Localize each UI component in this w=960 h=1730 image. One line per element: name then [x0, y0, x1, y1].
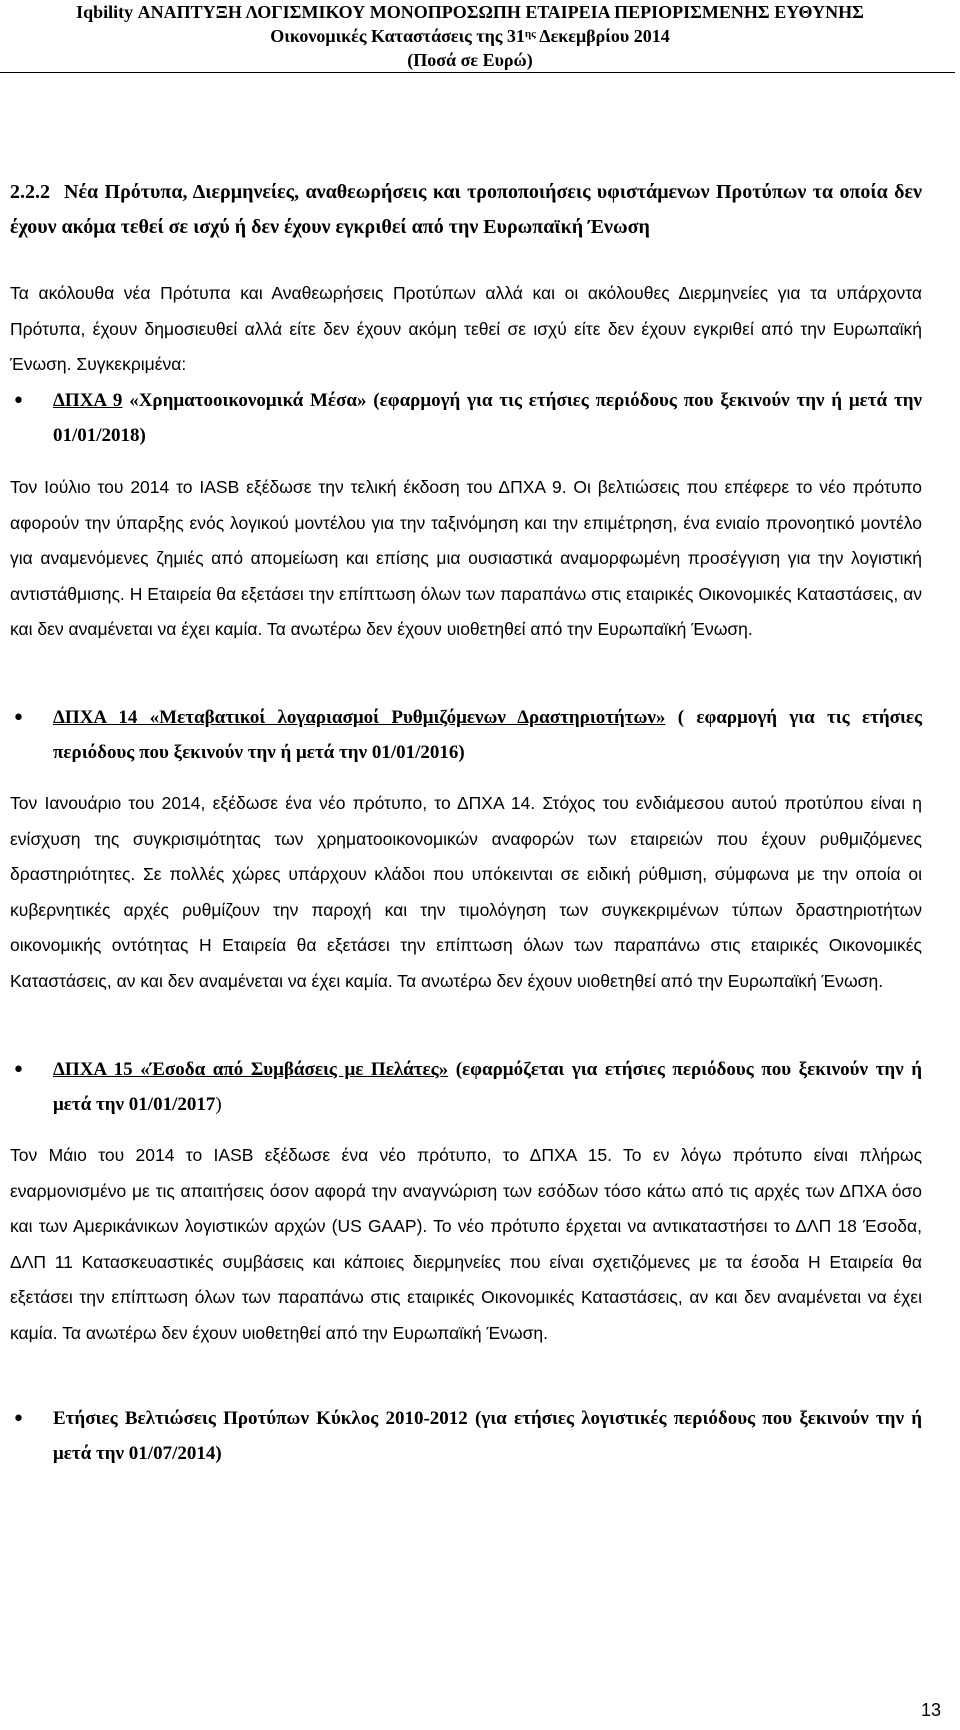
item-heading-rest: «Χρηματοοικονομικά Μέσα» (εφαρμογή για τις ετήσιες περιόδους που ξεκινούν την ή μετά την 01/01/2018) — [53, 390, 922, 446]
statements-date-sup: ης — [524, 28, 536, 40]
statements-date-pre: Οικονομικές Καταστάσεις της 31 — [270, 26, 525, 46]
header-divider — [0, 72, 955, 73]
bullet-icon: • — [12, 1058, 25, 1083]
statements-date — [0, 24, 940, 48]
item-heading-underlined: ΔΠΧΑ 14 «Μεταβατικοί λογαριασμοί Ρυθμιζόμενων Δραστηριοτήτων» — [53, 707, 666, 728]
item-heading-rest: ( εφαρμογή για τις ετήσιες περιόδους που ξεκινούν την ή μετά την 01/01/2016) — [53, 707, 922, 763]
item-heading-rest: (εφαρμόζεται για ετήσιες περιόδους που ξεκινούν την ή μετά την 01/01/2017 — [53, 1059, 922, 1115]
bullet-icon: • — [12, 1407, 25, 1432]
document-header — [0, 0, 940, 72]
section-number: 2.2.2 — [10, 181, 50, 203]
statements-date-post: Δεκεμβρίου 2014 — [535, 26, 670, 46]
item-body: Τον Μάιο του 2014 το IASB εξέδωσε ένα νέο πρότυπο, το ΔΠΧΑ 15. Το εν λόγω πρότυπο είναι πλήρως εναρμονισμένο με τις απαιτήσεις όσον αφορά την αναγνώριση των εσόδων τόσο κάτω από τις αρχές των ΔΠΧΑ όσο και των Αμερικάνικων λογιστικών αρχών (US GAAP). Το νέο πρότυπο έρχεται να αντικαταστήσει το ΔΛΠ 18 Έσοδα, ΔΛΠ 11 Κατασκευαστικές συμβάσεις και κάποιες διερμηνείες που είναι σχετιζόμενες με τα έσοδα Η Εταιρεία θα εξετάσει την επίπτωση όλων των παραπάνω στις εταιρικές Οικονομικές Καταστάσεις, αν και δεν αναμένεται να έχει καμία. Τα ανωτέρω δεν έχουν υιοθετηθεί από την Ευρωπαϊκή Ένωση. — [10, 1145, 922, 1343]
item-body: Τον Ιούλιο του 2014 το IASB εξέδωσε την τελική έκδοση του ΔΠΧΑ 9. Οι βελτιώσεις που επέφερε το νέο πρότυπο αφορούν την ύπαρξης ενός λογικού μοντέλου για την ταξινόμηση και την επιμέτρηση, ένα ενιαίο προνοητικό μοντέλο για αναμενόμενες ζημιές από απομείωση και επίσης μια ουσιαστικά αναμορφωμένη προσέγγιση για την λογιστική αντιστάθμισης. Η Εταιρεία θα εξετάσει την επίπτωση όλων των παραπάνω στις εταιρικές Οικονομικές Καταστάσεις, αν και δεν αναμένεται να έχει καμία. Τα ανωτέρω δεν έχουν υιοθετηθεί από την Ευρωπαϊκή Ένωση. — [10, 477, 922, 639]
item-heading-tail: ) — [215, 1094, 222, 1115]
item-body: Τον Ιανουάριο του 2014, εξέδωσε ένα νέο πρότυπο, το ΔΠΧΑ 14. Στόχος του ενδιάμεσου αυτού προτύπου είναι η ενίσχυση της συγκρισιμότητας των χρηματοοικονομικών αναφορών των εταιρειών που έχουν ρυθμιζόμενες δραστηριότητες. Σε πολλές χώρες υπάρχουν κλάδοι που υπόκεινται σε ειδική ρύθμιση, σύμφωνα με την οποία οι κυβερνητικές αρχές ρυθμίζουν την παροχή και την τιμολόγηση των συγκεκριμένων τύπων δραστηριοτήτων οικονομικής οντότητας Η Εταιρεία θα εξετάσει την επίπτωση όλων των παραπάνω στις εταιρικές Οικονομικές Καταστάσεις, αν και δεν αναμένεται να έχει καμία. Τα ανωτέρω δεν έχουν υιοθετηθεί από την Ευρωπαϊκή Ένωση. — [10, 793, 922, 991]
item-heading-underlined: ΔΠΧΑ 9 — [53, 390, 123, 411]
item-heading — [53, 700, 922, 770]
item-heading-underlined: ΔΠΧΑ 15 «Έσοδα από Συμβάσεις με Πελάτες» — [53, 1059, 449, 1080]
page-number: 13 — [920, 1700, 941, 1720]
section-title-text: Νέα Πρότυπα, Διερμηνείες, αναθεωρήσεις και τροποποιήσεις υφιστάμενων Προτύπων τα οποία δεν έχουν ακόμα τεθεί σε ισχύ ή δεν έχουν εγκριθεί από την Ευρωπαϊκή Ένωση — [10, 181, 922, 238]
company-name: Iqbility ΑΝΑΠΤΥΞΗ ΛΟΓΙΣΜΙΚΟΥ ΜΟΝΟΠΡΟΣΩΠΗ ΕΤΑΙΡΕΙΑ ΠΕΡΙΟΡΙΣΜΕΝΗΣ ΕΥΘΥΝΗΣ — [76, 2, 864, 22]
item-heading — [53, 1401, 922, 1471]
section-intro: Τα ακόλουθα νέα Πρότυπα και Αναθεωρήσεις Προτύπων αλλά και οι ακόλουθες Διερμηνείες για τα υπάρχοντα Πρότυπα, έχουν δημοσιευθεί αλλά είτε δεν έχουν ακόμη τεθεί σε ισχύ είτε δεν έχουν εγκριθεί από την Ευρωπαϊκή Ένωση. Συγκεκριμένα: — [10, 283, 922, 374]
bullet-icon: • — [12, 389, 25, 414]
section-title — [10, 175, 922, 245]
item-heading — [53, 383, 922, 453]
item-heading-rest: Ετήσιες Βελτιώσεις Προτύπων Κύκλος 2010-2012 (για ετήσιες λογιστικές περιόδους που ξεκινούν την ή μετά την 01/07/2014) — [53, 1408, 922, 1464]
item-heading — [53, 1052, 922, 1122]
currency-note: (Ποσά σε Ευρώ) — [407, 50, 533, 70]
bullet-icon: • — [12, 706, 25, 731]
